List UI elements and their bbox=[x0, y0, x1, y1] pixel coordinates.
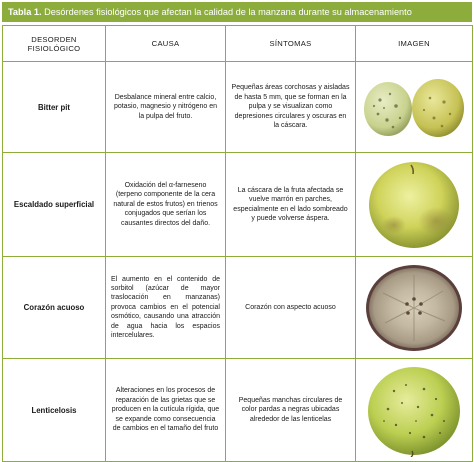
apples-bitter-pit-photo bbox=[360, 72, 468, 142]
disorder-image-cell bbox=[356, 153, 473, 257]
disorder-symptoms: La cáscara de la fruta afectada se vuelve marrón en parches, especialmente en el lado sombreado y puede volverse áspera. bbox=[226, 153, 356, 257]
header-cause: CAUSA bbox=[106, 26, 226, 62]
disorder-cause: Alteraciones en los procesos de reparación de las grietas que se producen en la cutícula rígida, que se expande como consecuencia de cambios en el tamaño del fruto bbox=[106, 359, 226, 462]
disorder-name: Corazón acuoso bbox=[3, 257, 106, 359]
header-disorder: DESORDEN FISIOLÓGICO bbox=[3, 26, 106, 62]
table-row bbox=[3, 359, 473, 462]
header-image: IMAGEN bbox=[356, 26, 473, 62]
table-row bbox=[3, 257, 473, 359]
disorder-cause: Desbalance mineral entre calcio, potasio, magnesio y nitrógeno en la pulpa del fruto. bbox=[106, 62, 226, 153]
disorder-name: Lenticelosis bbox=[3, 359, 106, 462]
disorders-table bbox=[2, 25, 473, 462]
disorder-cause: Oxidación del α-farneseno (terpeno componente de la cera natural de estos frutos) en trienos conjugados que serían los causantes directos del daño. bbox=[106, 153, 226, 257]
disorder-image-cell bbox=[356, 257, 473, 359]
disorder-symptoms: Pequeñas áreas corchosas y aisladas de hasta 5 mm, que se forman en la pulpa y se visualizan como depresiones circulares y oscuras en la cáscara. bbox=[226, 62, 356, 153]
apple-watercore-cross-section-photo bbox=[363, 263, 465, 353]
disorder-image-cell bbox=[356, 359, 473, 462]
table-title-label: Tabla 1. bbox=[8, 7, 42, 17]
disorder-symptoms: Pequeñas manchas circulares de color pardas a negras ubicadas alrededor de las lenticelas bbox=[226, 359, 356, 462]
table-row bbox=[3, 153, 473, 257]
disorder-image-cell bbox=[356, 62, 473, 153]
header-symptoms: SÍNTOMAS bbox=[226, 26, 356, 62]
table-header-row bbox=[3, 26, 473, 62]
table-title-text: Desórdenes fisiológicos que afectan la calidad de la manzana durante su almacenamiento bbox=[44, 7, 412, 17]
disorder-name: Escaldado superficial bbox=[3, 153, 106, 257]
table-title bbox=[2, 2, 472, 22]
disorder-symptoms: Corazón con aspecto acuoso bbox=[226, 257, 356, 359]
table-row bbox=[3, 62, 473, 153]
apple-superficial-scald-photo bbox=[364, 159, 464, 251]
disorder-name: Bitter pit bbox=[3, 62, 106, 153]
apple-lenticel-spot-photo bbox=[364, 363, 464, 457]
disorder-cause: El aumento en el contenido de sorbitol (azúcar de mayor traslocación en manzanas) provoca cambios en el potencial osmótico, causando una atracción de agua hacia los espacios intercelulares. bbox=[106, 257, 226, 359]
